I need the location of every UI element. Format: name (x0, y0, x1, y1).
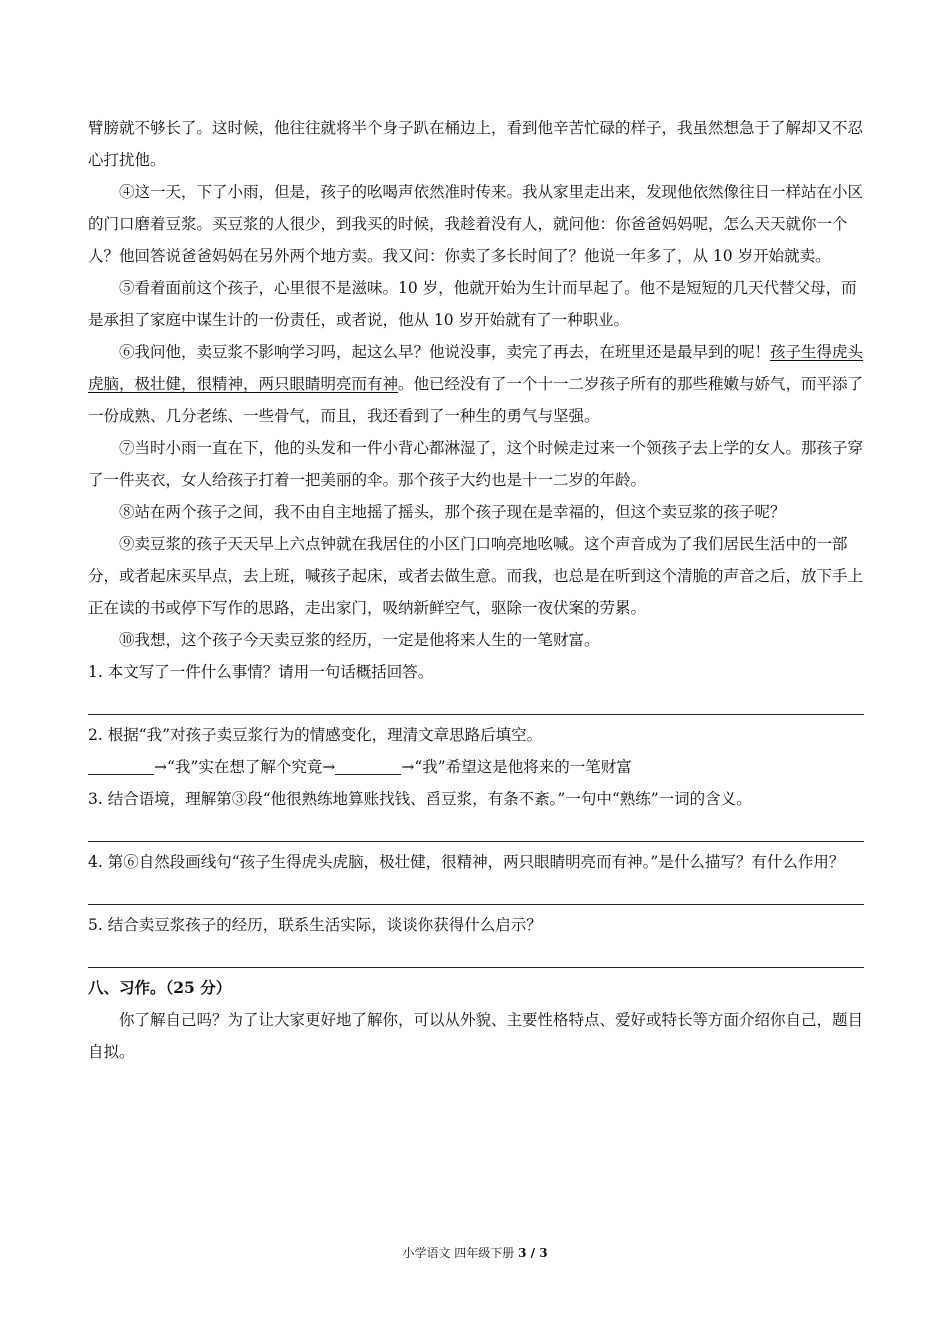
fill-middle-text: “我”实在想了解个究竟→ (167, 758, 336, 776)
passage-paragraph-continued: 臂膀就不够长了。这时候，他往往就将半个身子趴在桶边上，看到他辛苦忙碌的样子，我虽然想急于了解却又不忍心打扰他。 (88, 119, 864, 169)
para6-text-before: ⑥我问他，卖豆浆不影响学习吗，起这么早？他说没事，卖完了再去，在班里还是最早到的呢！ (119, 343, 771, 361)
section-8-title: 八、习作。（25 分） (88, 978, 232, 997)
fill-end-text: “我”希望这是他将来的一笔财富 (414, 758, 632, 776)
passage-paragraph-10: ⑩我想，这个孩子今天卖豆浆的经历，一定是他将来人生的一笔财富。 (119, 631, 600, 649)
section-8-prompt: 你了解自己吗？为了让大家更好地了解你，可以从外貌、主要性格特点、爱好或特长等方面介绍你自己，题目自拟。 (88, 1011, 864, 1061)
passage-paragraph-8: ⑧站在两个孩子之间，我不由自主地摇了摇头，那个孩子现在是幸福的，但这个卖豆浆的孩子呢？ (119, 503, 786, 521)
question-2: 2. 根据“我”对孩子卖豆浆行为的情感变化，理清文章思路后填空。 (88, 726, 543, 744)
footer-text: 小学语文 四年级下册 (402, 1246, 515, 1260)
page-number: 3 / 3 (518, 1246, 548, 1260)
passage-paragraph-7: ⑦当时小雨一直在下，他的头发和一件小背心都淋湿了，这个时候走过来一个领孩子去上学的女人。那孩子穿了一件夹衣，女人给孩子打着一把美丽的伞。那个孩子大约也是十一二岁的年龄。 (88, 439, 864, 489)
fill-blank-1[interactable] (88, 754, 154, 775)
page-content (88, 112, 864, 1068)
fill-arrow-2: → (401, 758, 415, 776)
answer-line-5[interactable] (88, 941, 864, 968)
fill-blank-2[interactable] (335, 754, 401, 775)
answer-line-3[interactable] (88, 815, 864, 842)
passage-paragraph-5: ⑤看着面前这个孩子，心里很不是滋味。10 岁，他就开始为生计而早起了。他不是短短的几天代替父母，而是承担了家庭中谋生计的一份责任，或者说，他从 10 岁开始就有了一种职业。 (88, 279, 857, 329)
passage-paragraph-6 (88, 336, 864, 432)
fill-arrow: → (154, 758, 167, 776)
answer-line-4[interactable] (88, 878, 864, 905)
question-5: 5. 结合卖豆浆孩子的经历，联系生活实际，谈谈你获得什么启示？ (88, 916, 542, 934)
question-1: 1. 本文写了一件什么事情？请用一句话概括回答。 (88, 663, 434, 681)
passage-paragraph-9: ⑨卖豆浆的孩子天天早上六点钟就在我居住的小区门口响亮地吆喊。这个声音成为了我们居民生活中的一部分，或者起床买早点，去上班，喊孩子起床，或者去做生意。而我，也总是在听到这个清脆的声音之后，放下手上正在读的书或停下写作的思路，走出家门，吸纳新鲜空气，驱除一夜伏案的劳累。 (88, 535, 864, 617)
passage-paragraph-4: ④这一天，下了小雨，但是，孩子的吆喝声依然准时传来。我从家里走出来，发现他依然像往日一样站在小区的门口磨着豆浆。买豆浆的人很少，到我买的时候，我趁着没有人，就问他：你爸爸妈妈呢，怎么天天就你一个人？他回答说爸爸妈妈在另外两个地方卖。我又问：你卖了多长时间了？他说一年多了，从 10 岁开始就卖。 (88, 183, 864, 265)
question-2-fill-row (88, 751, 864, 783)
question-3: 3. 结合语境，理解第③段“他很熟练地算账找钱、舀豆浆，有条不紊。”一句中“熟练”一词的含义。 (88, 790, 752, 808)
answer-line-1[interactable] (88, 688, 864, 715)
question-4: 4. 第⑥自然段画线句“孩子生得虎头虎脑，极壮健，很精神，两只眼睛明亮而有神。”是什么描写？有什么作用？ (88, 853, 845, 871)
page-footer (0, 1244, 950, 1261)
underlined-sentence: 孩子生得虎头虎脑，极壮健，很精神，两只眼睛明亮而有神 (88, 343, 864, 393)
para6-text-after: 。他已经没有了一个十一二岁孩子所有的那些稚嫩与娇气，而平添了一份成熟、几分老练、一些骨气，而且，我还看到了一种生的勇气与坚强。 (88, 375, 864, 425)
